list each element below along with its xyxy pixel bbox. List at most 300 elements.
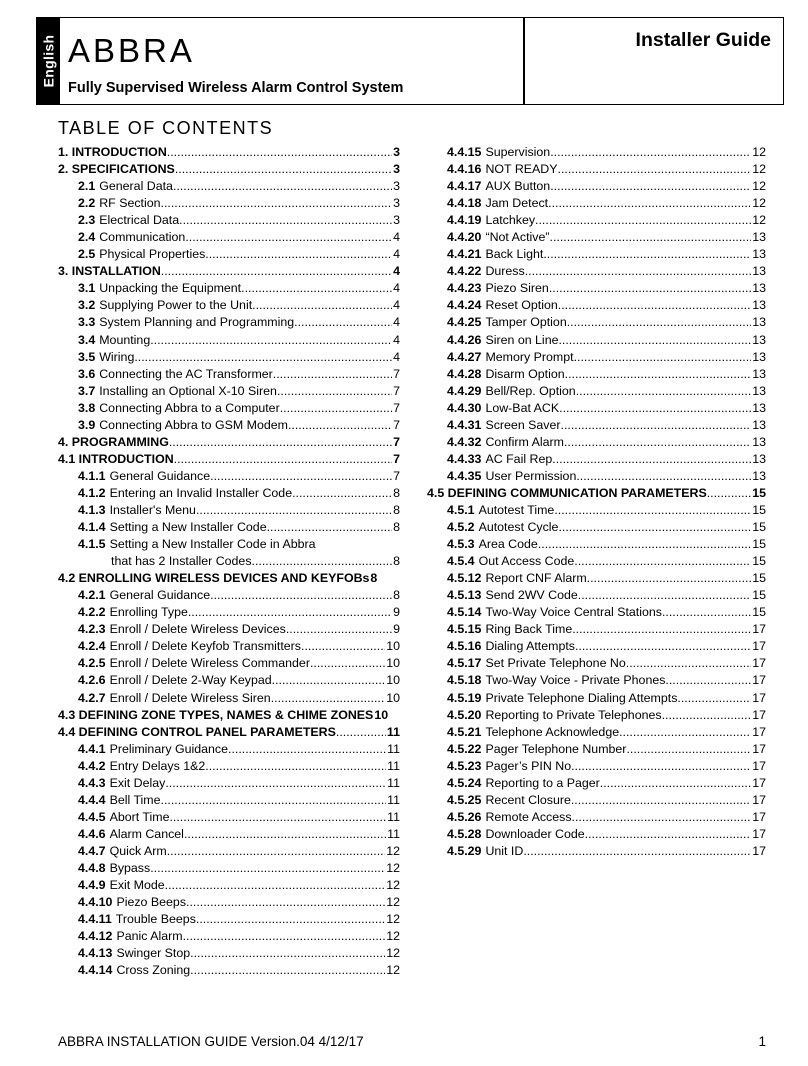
toc-entry-page: 11 bbox=[387, 792, 400, 807]
toc-entry[interactable] bbox=[58, 434, 400, 451]
toc-entry-number: 4.5.4 bbox=[447, 554, 475, 569]
toc-entry-page: 17 bbox=[752, 656, 766, 671]
toc-leader-dots bbox=[550, 178, 751, 195]
toc-entry-page: 9 bbox=[393, 605, 400, 620]
toc-entry[interactable] bbox=[58, 911, 400, 928]
toc-entry-page: 17 bbox=[752, 809, 766, 824]
toc-entry[interactable] bbox=[58, 195, 400, 212]
toc-entry[interactable] bbox=[427, 672, 766, 689]
toc-leader-dots bbox=[252, 553, 393, 570]
toc-entry[interactable] bbox=[58, 417, 400, 434]
toc-entry-label: Enroll / Delete 2-Way Keypad bbox=[109, 673, 272, 688]
toc-entry-label: Supplying Power to the Unit bbox=[99, 298, 253, 313]
toc-entry-number: 4.4.18 bbox=[447, 196, 482, 211]
toc-entry-page: 4 bbox=[393, 281, 400, 296]
toc-entry-number: 4.4.3 bbox=[78, 775, 106, 790]
toc-entry-number: 4.4.21 bbox=[447, 247, 482, 262]
toc-leader-dots bbox=[571, 758, 751, 775]
toc-entry[interactable] bbox=[58, 400, 400, 417]
toc-entry-number: 4.5.2 bbox=[447, 520, 475, 535]
toc-entry[interactable] bbox=[427, 229, 766, 246]
toc-entry[interactable] bbox=[427, 792, 766, 809]
toc-entry[interactable] bbox=[58, 144, 400, 161]
toc-entry-number: 4.5.15 bbox=[447, 622, 482, 637]
toc-entry-label: General Guidance bbox=[109, 588, 211, 603]
toc-entry-number: 4.4.22 bbox=[447, 264, 482, 279]
toc-entry-page: 15 bbox=[752, 520, 766, 535]
toc-entry-label: 4.3 DEFINING ZONE TYPES, NAMES & CHIME ZONES bbox=[58, 707, 374, 722]
toc-entry-number: 4.4.30 bbox=[447, 400, 482, 415]
toc-entry-number: 2.4 bbox=[78, 230, 96, 245]
toc-entry-number: 4.2.6 bbox=[78, 673, 106, 688]
toc-entry-number: 4.4.7 bbox=[78, 843, 106, 858]
toc-entry[interactable] bbox=[58, 485, 400, 502]
toc-entry-label: Abort Time bbox=[109, 809, 170, 824]
toc-entry-label: Out Access Code bbox=[478, 554, 575, 569]
toc-entry[interactable] bbox=[427, 349, 766, 366]
toc-entry-number: 4.4.25 bbox=[447, 315, 482, 330]
toc-entry-label: Installing an Optional X-10 Siren bbox=[99, 383, 277, 398]
toc-entry-label: Send 2WV Code bbox=[485, 588, 578, 603]
toc-entry[interactable] bbox=[427, 775, 766, 792]
toc-entry-page: 11 bbox=[387, 758, 400, 773]
toc-entry-page: 13 bbox=[752, 383, 766, 398]
toc-leader-dots bbox=[288, 417, 392, 434]
toc-entry-label: Setting a New Installer Code bbox=[109, 520, 267, 535]
toc-entry[interactable] bbox=[58, 161, 400, 178]
toc-entry-label: “Not Active” bbox=[485, 230, 550, 245]
toc-entry-label: Ring Back Time bbox=[485, 622, 573, 637]
toc-leader-dots bbox=[571, 792, 751, 809]
toc-entry[interactable] bbox=[427, 451, 766, 468]
toc-entry[interactable] bbox=[58, 690, 400, 707]
toc-entry-page: 12 bbox=[386, 963, 400, 978]
toc-entry[interactable] bbox=[427, 297, 766, 314]
toc-entry[interactable] bbox=[427, 570, 766, 587]
toc-entry[interactable] bbox=[58, 280, 400, 297]
toc-entry[interactable] bbox=[427, 621, 766, 638]
toc-entry-page: 13 bbox=[752, 247, 766, 262]
toc-entry-page: 12 bbox=[752, 162, 766, 177]
toc-leader-dots bbox=[205, 246, 392, 263]
toc-leader-dots bbox=[576, 383, 752, 400]
toc-leader-dots bbox=[576, 468, 751, 485]
toc-entry-label: Installer's Menu bbox=[109, 502, 196, 517]
toc-entry[interactable] bbox=[58, 349, 400, 366]
toc-entry[interactable] bbox=[427, 263, 766, 280]
toc-entry[interactable] bbox=[58, 332, 400, 349]
toc-leader-dots bbox=[196, 911, 385, 928]
toc-leader-dots bbox=[310, 655, 385, 672]
toc-entry[interactable] bbox=[58, 212, 400, 229]
toc-entry[interactable] bbox=[427, 826, 766, 843]
toc-left-column bbox=[58, 144, 400, 979]
toc-entry-page: 13 bbox=[752, 366, 766, 381]
toc-entry-label: Exit Delay bbox=[109, 775, 166, 790]
toc-entry-label: that has 2 Installer Codes bbox=[111, 554, 252, 569]
toc-entry-number: 4.5.25 bbox=[447, 792, 482, 807]
toc-leader-dots bbox=[190, 962, 385, 979]
toc-entry-label: Preliminary Guidance bbox=[109, 741, 229, 756]
toc-leader-dots bbox=[169, 809, 386, 826]
toc-entry[interactable] bbox=[427, 366, 766, 383]
toc-entry-page: 17 bbox=[752, 843, 766, 858]
toc-entry[interactable] bbox=[58, 246, 400, 263]
toc-entry[interactable] bbox=[427, 638, 766, 655]
toc-leader-dots bbox=[662, 707, 752, 724]
toc-entry-page: 13 bbox=[752, 332, 766, 347]
toc-entry-page: 4 bbox=[393, 247, 400, 262]
toc-leader-dots bbox=[185, 229, 392, 246]
toc-leader-dots bbox=[558, 332, 751, 349]
toc-entry[interactable] bbox=[427, 280, 766, 297]
toc-entry-label: Enrolling Type bbox=[109, 605, 188, 620]
toc-leader-dots bbox=[205, 758, 386, 775]
toc-entry-label: Low-Bat ACK bbox=[485, 400, 560, 415]
toc-entry-label: AUX Button bbox=[485, 179, 551, 194]
toc-entry-page: 12 bbox=[386, 860, 400, 875]
toc-entry[interactable] bbox=[58, 707, 400, 724]
toc-leader-dots bbox=[167, 144, 392, 161]
toc-entry[interactable] bbox=[58, 826, 400, 843]
toc-entry[interactable] bbox=[427, 468, 766, 485]
toc-entry-number: 4.5.18 bbox=[447, 673, 482, 688]
toc-entry-label: Enroll / Delete Wireless Commander bbox=[109, 656, 310, 671]
toc-entry-label: General Guidance bbox=[109, 468, 211, 483]
toc-leader-dots bbox=[165, 877, 386, 894]
toc-entry[interactable] bbox=[58, 621, 400, 638]
toc-leader-dots bbox=[535, 212, 751, 229]
toc-entry[interactable] bbox=[427, 434, 766, 451]
toc-entry-number: 4.4.23 bbox=[447, 281, 482, 296]
toc-leader-dots bbox=[619, 724, 751, 741]
toc-leader-dots bbox=[273, 366, 392, 383]
toc-entry[interactable] bbox=[58, 570, 400, 587]
toc-entry[interactable] bbox=[427, 144, 766, 161]
toc-entry[interactable] bbox=[58, 263, 400, 280]
toc-entry-page: 13 bbox=[752, 230, 766, 245]
toc-entry[interactable] bbox=[58, 809, 400, 826]
toc-entry[interactable] bbox=[58, 468, 400, 485]
toc-entry[interactable] bbox=[427, 758, 766, 775]
footer-page-number: 1 bbox=[758, 1034, 766, 1049]
toc-entry[interactable] bbox=[427, 417, 766, 434]
toc-leader-dots bbox=[600, 775, 751, 792]
toc-entry-page: 12 bbox=[386, 912, 400, 927]
toc-leader-dots bbox=[277, 383, 392, 400]
toc-entry-label: 4.4 DEFINING CONTROL PANEL PARAMETERS bbox=[58, 724, 336, 739]
toc-entry[interactable] bbox=[58, 843, 400, 860]
toc-entry[interactable] bbox=[58, 877, 400, 894]
toc-entry-page: 12 bbox=[386, 929, 400, 944]
toc-entry-number: 3.8 bbox=[78, 400, 96, 415]
toc-entry[interactable] bbox=[427, 485, 766, 502]
toc-entry[interactable] bbox=[427, 587, 766, 604]
toc-leader-dots bbox=[567, 314, 751, 331]
toc-entry[interactable] bbox=[58, 366, 400, 383]
toc-entry-page: 17 bbox=[752, 622, 766, 637]
toc-entry-label: Reset Option bbox=[485, 298, 558, 313]
toc-entry-label: System Planning and Programming bbox=[99, 315, 295, 330]
toc-entry[interactable] bbox=[427, 690, 766, 707]
toc-leader-dots bbox=[665, 672, 751, 689]
toc-entry-label: Pager Telephone Number bbox=[485, 741, 627, 756]
toc-entry-number: 4.4.5 bbox=[78, 809, 106, 824]
toc-entry-label: Enroll / Delete Wireless Devices bbox=[109, 622, 286, 637]
toc-entry-number: 4.4.1 bbox=[78, 741, 106, 756]
toc-entry-label: NOT READY bbox=[485, 162, 558, 177]
toc-entry-label: Duress bbox=[485, 264, 525, 279]
toc-leader-dots bbox=[523, 843, 751, 860]
toc-entry-label: Siren on Line bbox=[485, 332, 559, 347]
toc-entry-label: Recent Closure bbox=[485, 792, 571, 807]
toc-entry-label: Dialing Attempts bbox=[485, 639, 575, 654]
toc-entry-page: 12 bbox=[386, 946, 400, 961]
toc-entry-label: Exit Mode bbox=[109, 878, 165, 893]
toc-leader-dots bbox=[585, 826, 752, 843]
toc-entry[interactable] bbox=[427, 843, 766, 860]
toc-entry-number: 4.4.8 bbox=[78, 860, 106, 875]
toc-entry-page: 15 bbox=[752, 485, 766, 500]
toc-leader-dots bbox=[184, 826, 386, 843]
toc-entry-page: 17 bbox=[752, 758, 766, 773]
toc-entry-number: 4.5.24 bbox=[447, 775, 482, 790]
toc-entry[interactable] bbox=[427, 553, 766, 570]
product-subtitle: Fully Supervised Wireless Alarm Control System bbox=[68, 80, 404, 96]
toc-entry-number: 4.5.26 bbox=[447, 809, 482, 824]
toc-entry[interactable] bbox=[58, 638, 400, 655]
toc-entry-label: 4. PROGRAMMING bbox=[58, 434, 169, 449]
toc-entry-page: 12 bbox=[386, 843, 400, 858]
toc-leader-dots bbox=[167, 843, 385, 860]
brand-name: ABBRA bbox=[68, 32, 195, 69]
toc-entry-label: Bell Time bbox=[109, 792, 161, 807]
toc-entry-page: 17 bbox=[752, 690, 766, 705]
toc-entry-number: 4.5.23 bbox=[447, 758, 482, 773]
toc-entry-label: Autotest Cycle bbox=[478, 520, 559, 535]
toc-entry-label: 4.5 DEFINING COMMUNICATION PARAMETERS bbox=[427, 485, 707, 500]
toc-entry-page: 4 bbox=[393, 332, 400, 347]
toc-entry-label: Back Light bbox=[485, 247, 544, 262]
toc-leader-dots bbox=[336, 724, 386, 741]
toc-entry[interactable] bbox=[427, 332, 766, 349]
toc-leader-dots bbox=[134, 349, 392, 366]
toc-entry[interactable] bbox=[427, 519, 766, 536]
toc-right-column bbox=[427, 144, 766, 860]
toc-leader-dots bbox=[161, 195, 393, 212]
toc-entry[interactable] bbox=[427, 178, 766, 195]
toc-entry[interactable] bbox=[58, 297, 400, 314]
toc-entry-page: 15 bbox=[752, 554, 766, 569]
toc-entry[interactable] bbox=[427, 400, 766, 417]
toc-entry[interactable] bbox=[427, 502, 766, 519]
toc-entry-label: Panic Alarm bbox=[116, 929, 183, 944]
toc-leader-dots bbox=[559, 400, 751, 417]
toc-entry-number: 4.4.28 bbox=[447, 366, 482, 381]
toc-entry-number: 4.5.12 bbox=[447, 571, 482, 586]
toc-entry-number: 4.5.13 bbox=[447, 588, 482, 603]
toc-entry-label: Supervision bbox=[485, 145, 551, 159]
toc-leader-dots bbox=[626, 741, 751, 758]
toc-entry-number: 4.4.4 bbox=[78, 792, 106, 807]
toc-entry-page: 17 bbox=[752, 741, 766, 756]
toc-entry-page: 7 bbox=[393, 400, 400, 415]
toc-leader-dots bbox=[707, 485, 751, 502]
toc-entry-label: Communication bbox=[99, 230, 186, 245]
toc-entry-number: 4.4.16 bbox=[447, 162, 482, 177]
toc-entry[interactable] bbox=[427, 314, 766, 331]
toc-leader-dots bbox=[558, 519, 751, 536]
toc-entry[interactable] bbox=[427, 707, 766, 724]
toc-entry-label: Enroll / Delete Keyfob Transmitters bbox=[109, 639, 302, 654]
toc-entry-page: 3 bbox=[393, 196, 400, 211]
toc-title: TABLE OF CONTENTS bbox=[58, 118, 274, 138]
toc-entry[interactable] bbox=[58, 314, 400, 331]
toc-entry[interactable] bbox=[58, 587, 400, 604]
toc-entry-label: Reporting to a Pager bbox=[485, 775, 600, 790]
toc-entry-label: Setting a New Installer Code in Abbra bbox=[109, 537, 316, 552]
toc-entry[interactable] bbox=[427, 536, 766, 553]
toc-entry[interactable] bbox=[427, 655, 766, 672]
toc-entry-number: 4.4.2 bbox=[78, 758, 106, 773]
toc-entry-page: 10 bbox=[386, 656, 400, 671]
toc-entry[interactable] bbox=[58, 928, 400, 945]
toc-leader-dots bbox=[574, 553, 751, 570]
toc-entry-number: 4.5.19 bbox=[447, 690, 482, 705]
toc-entry-page: 4 bbox=[393, 230, 400, 245]
toc-leader-dots bbox=[565, 366, 752, 383]
toc-entry[interactable] bbox=[58, 741, 400, 758]
toc-entry-label: Alarm Cancel bbox=[109, 826, 184, 841]
toc-entry[interactable] bbox=[58, 724, 400, 741]
toc-entry-number: 4.4.35 bbox=[447, 468, 482, 483]
toc-entry-page: 3 bbox=[393, 145, 400, 159]
toc-entry-page: 7 bbox=[393, 468, 400, 483]
toc-entry[interactable] bbox=[427, 809, 766, 826]
toc-entry[interactable] bbox=[58, 451, 400, 468]
toc-entry-label: Autotest Time bbox=[478, 502, 555, 517]
toc-entry[interactable] bbox=[427, 195, 766, 212]
toc-entry[interactable] bbox=[58, 178, 400, 195]
toc-entry[interactable] bbox=[58, 655, 400, 672]
toc-entry-label: Cross Zoning bbox=[116, 963, 191, 978]
toc-entry[interactable] bbox=[427, 741, 766, 758]
language-tab bbox=[37, 18, 60, 104]
toc-entry-page: 17 bbox=[752, 707, 766, 722]
toc-entry[interactable] bbox=[58, 894, 400, 911]
toc-leader-dots bbox=[572, 621, 751, 638]
toc-entry[interactable] bbox=[58, 672, 400, 689]
toc-entry-number: 4.5.16 bbox=[447, 639, 482, 654]
toc-entry-number: 4.4.10 bbox=[78, 895, 113, 910]
toc-entry[interactable] bbox=[58, 775, 400, 792]
toc-entry-number: 2.2 bbox=[78, 196, 96, 211]
toc-entry[interactable] bbox=[58, 383, 400, 400]
toc-leader-dots bbox=[578, 587, 751, 604]
toc-entry-number: 3.3 bbox=[78, 315, 96, 330]
toc-entry-page: 13 bbox=[752, 468, 766, 483]
toc-entry-label: Disarm Option bbox=[485, 366, 565, 381]
toc-entry-page: 10 bbox=[386, 673, 400, 688]
toc-entry-page: 12 bbox=[752, 196, 766, 211]
toc-entry-number: 4.4.13 bbox=[78, 946, 113, 961]
toc-entry-number: 4.4.9 bbox=[78, 878, 106, 893]
toc-entry-label: Connecting the AC Transformer bbox=[99, 366, 273, 381]
toc-leader-dots bbox=[558, 161, 752, 178]
toc-entry-number: 4.2.4 bbox=[78, 639, 106, 654]
toc-entry[interactable] bbox=[58, 519, 400, 536]
toc-leader-dots bbox=[549, 280, 751, 297]
toc-leader-dots bbox=[271, 690, 386, 707]
toc-leader-dots bbox=[183, 928, 386, 945]
toc-leader-dots bbox=[241, 280, 392, 297]
toc-entry[interactable] bbox=[58, 553, 400, 570]
toc-entry[interactable] bbox=[58, 758, 400, 775]
toc-leader-dots bbox=[554, 502, 751, 519]
toc-entry-page: 8 bbox=[370, 571, 378, 586]
toc-entry-label: RF Section bbox=[99, 196, 161, 211]
toc-entry-label: Bypass bbox=[109, 860, 151, 875]
toc-entry-page: 17 bbox=[752, 792, 766, 807]
toc-entry[interactable] bbox=[427, 604, 766, 621]
toc-leader-dots bbox=[572, 809, 752, 826]
toc-entry-page: 7 bbox=[393, 383, 400, 398]
toc-entry[interactable] bbox=[58, 792, 400, 809]
toc-entry[interactable] bbox=[58, 604, 400, 621]
toc-entry-label: Wiring bbox=[99, 349, 135, 364]
toc-leader-dots bbox=[190, 945, 385, 962]
toc-entry-label: Set Private Telephone No. bbox=[485, 656, 630, 671]
toc-entry[interactable] bbox=[427, 161, 766, 178]
toc-entry[interactable] bbox=[58, 945, 400, 962]
toc-entry-number: 4.4.19 bbox=[447, 213, 482, 228]
toc-entry-label: 2. SPECIFICATIONS bbox=[58, 162, 175, 177]
toc-entry-number: 4.4.11 bbox=[78, 912, 112, 927]
toc-entry-label: 1. INTRODUCTION bbox=[58, 145, 167, 159]
toc-entry[interactable] bbox=[427, 212, 766, 229]
toc-entry[interactable] bbox=[427, 246, 766, 263]
toc-entry-page: 15 bbox=[752, 588, 766, 603]
toc-entry-page: 9 bbox=[393, 622, 400, 637]
toc-entry-number: 3.5 bbox=[78, 349, 96, 364]
toc-entry-label: Bell/Rep. Option bbox=[485, 383, 576, 398]
toc-entry-page: 17 bbox=[752, 673, 766, 688]
toc-entry-label: General Data bbox=[99, 179, 173, 194]
toc-entry-number: 4.4.14 bbox=[78, 963, 113, 978]
toc-entry-page: 13 bbox=[752, 349, 766, 364]
toc-entry-number: 4.2.5 bbox=[78, 656, 106, 671]
toc-entry-label: Enroll / Delete Wireless Siren bbox=[109, 690, 271, 705]
toc-leader-dots bbox=[150, 332, 392, 349]
toc-entry[interactable] bbox=[58, 536, 400, 553]
toc-entry-number: 4.5.28 bbox=[447, 826, 482, 841]
toc-entry[interactable] bbox=[58, 962, 400, 979]
toc-entry[interactable] bbox=[58, 860, 400, 877]
toc-entry-page: 10 bbox=[374, 707, 389, 722]
toc-entry[interactable] bbox=[58, 502, 400, 519]
toc-leader-dots bbox=[210, 587, 392, 604]
toc-entry[interactable] bbox=[58, 229, 400, 246]
toc-entry-number: 4.1.1 bbox=[78, 468, 106, 483]
toc-entry[interactable] bbox=[427, 383, 766, 400]
toc-entry-page: 8 bbox=[393, 502, 400, 517]
toc-entry-label: Connecting Abbra to GSM Modem bbox=[99, 417, 288, 432]
toc-entry[interactable] bbox=[427, 724, 766, 741]
toc-entry-label: 4.1 INTRODUCTION bbox=[58, 451, 174, 466]
toc-entry-page: 11 bbox=[387, 775, 400, 790]
toc-entry-number: 4.5.3 bbox=[447, 537, 475, 552]
toc-leader-dots bbox=[587, 570, 752, 587]
